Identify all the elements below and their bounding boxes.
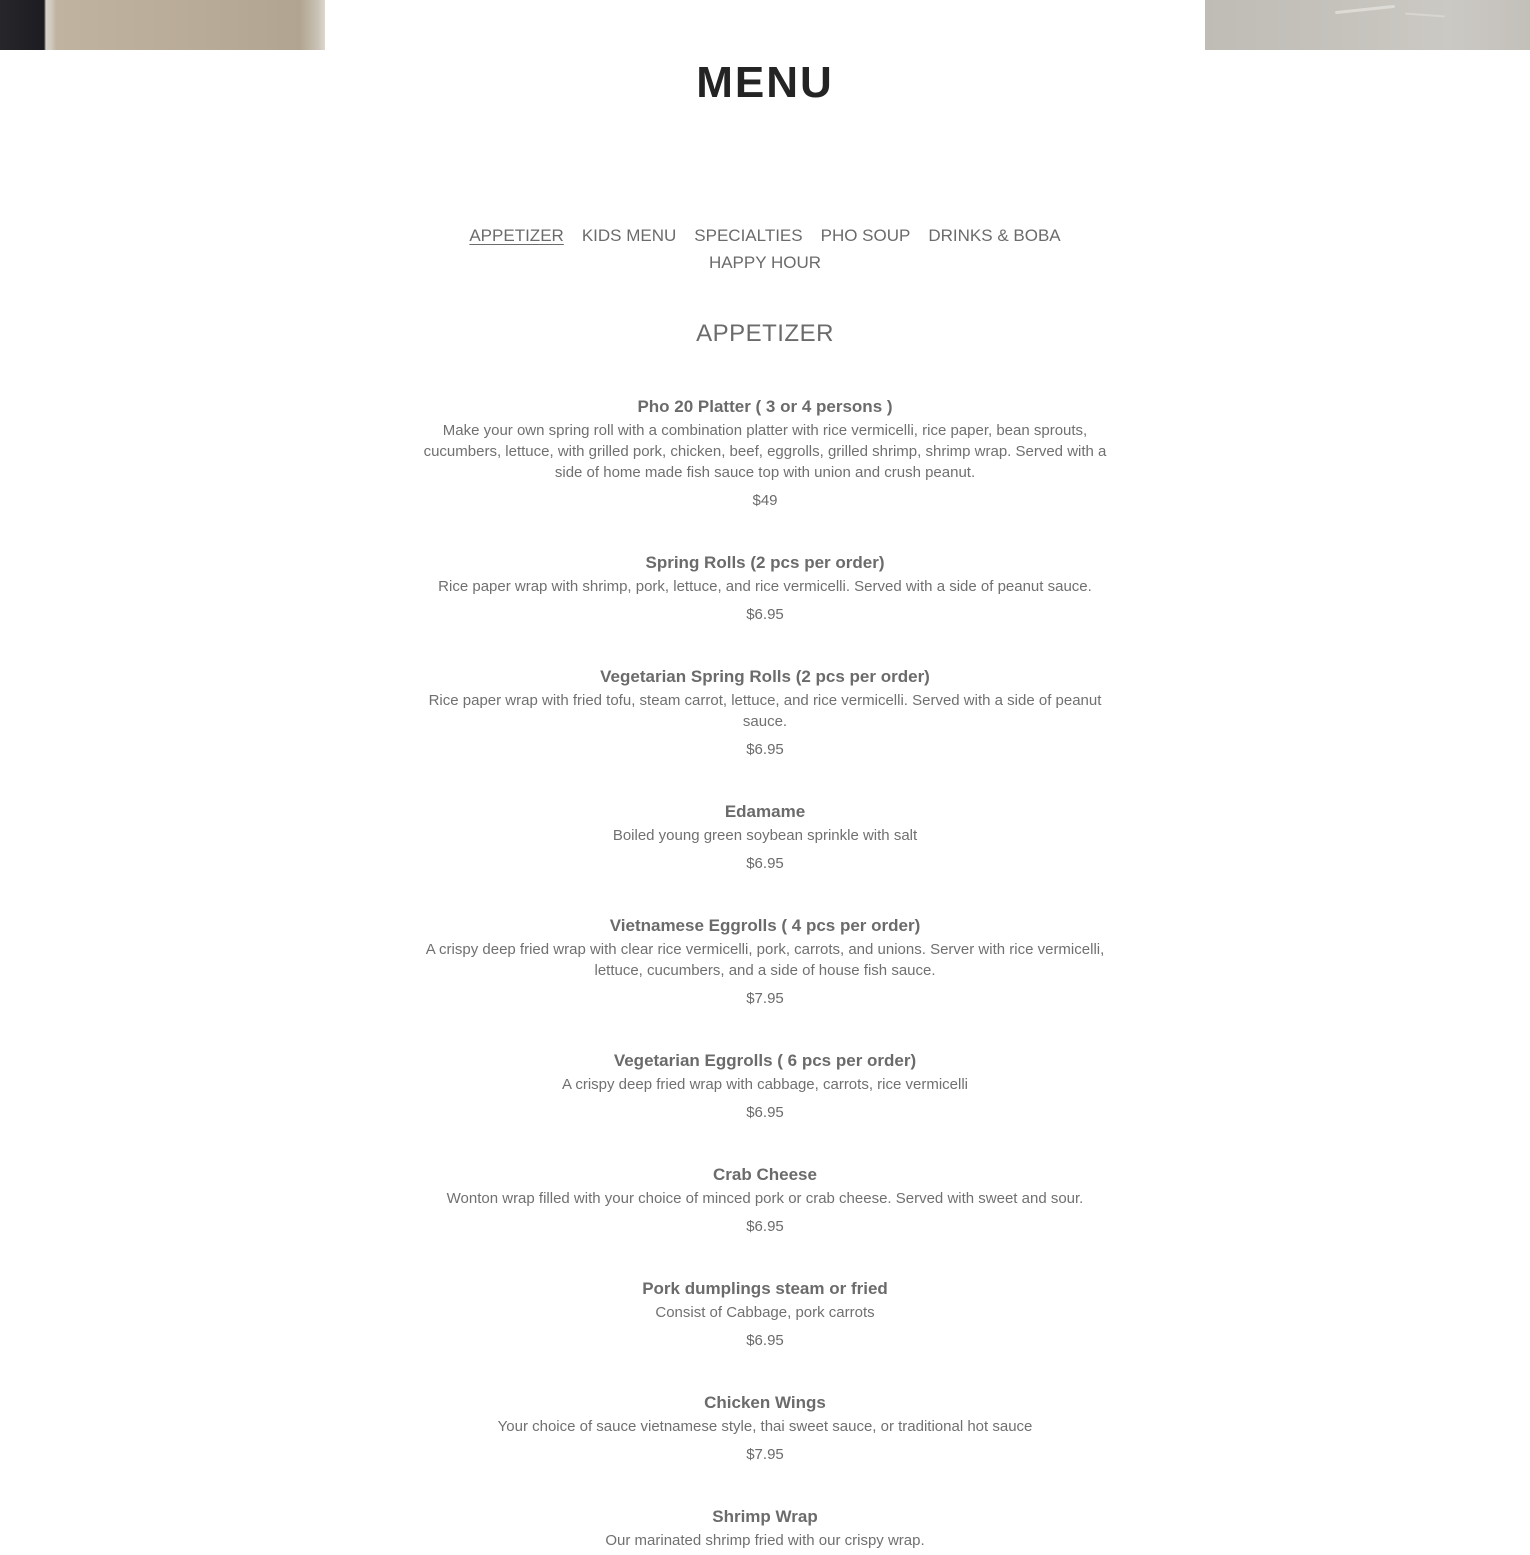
item-name: Pork dumplings steam or fried bbox=[642, 1279, 888, 1298]
item-name: Vietnamese Eggrolls ( 4 pcs per order) bbox=[609, 916, 921, 935]
menu-item bbox=[415, 1048, 1115, 1123]
header-photo-right bbox=[1205, 0, 1530, 50]
item-name: Crab Cheese bbox=[713, 1165, 817, 1184]
menu-item bbox=[415, 664, 1115, 760]
item-price: $6.95 bbox=[746, 1332, 784, 1349]
item-price: $6.95 bbox=[746, 855, 784, 872]
item-description: Our marinated shrimp fried with our crispy wrap. bbox=[605, 1532, 925, 1549]
item-description: Consist of Cabbage, pork carrots bbox=[655, 1304, 875, 1321]
tab-specialties[interactable]: SPECIALTIES bbox=[694, 226, 803, 245]
item-price: $7.95 bbox=[746, 990, 784, 1007]
tab-kids-menu[interactable]: KIDS MENU bbox=[581, 226, 677, 245]
section-title: APPETIZER bbox=[696, 320, 834, 347]
item-description: Rice paper wrap with fried tofu, steam carrot, lettuce, and rice vermicelli. Served with a side of peanut sauce. bbox=[428, 692, 1102, 730]
menu-item bbox=[415, 394, 1115, 511]
tab-happy-hour[interactable]: HAPPY HOUR bbox=[708, 253, 822, 272]
menu-item bbox=[415, 1504, 1115, 1551]
photo-texture bbox=[1405, 13, 1445, 18]
item-name: Edamame bbox=[724, 802, 806, 821]
item-price: $6.95 bbox=[746, 1218, 784, 1235]
item-description: Boiled young green soybean sprinkle with salt bbox=[612, 827, 918, 844]
menu-item bbox=[415, 550, 1115, 625]
menu-item bbox=[415, 1276, 1115, 1351]
item-description: Rice paper wrap with shrimp, pork, lettuce, and rice vermicelli. Served with a side of peanut sauce. bbox=[438, 578, 1092, 595]
tab-drinks-boba[interactable]: DRINKS & BOBA bbox=[928, 226, 1061, 245]
tab-appetizer[interactable]: APPETIZER bbox=[469, 226, 564, 245]
menu-item bbox=[415, 1162, 1115, 1237]
photo-texture bbox=[1335, 5, 1395, 14]
item-price: $6.95 bbox=[746, 741, 784, 758]
menu-item bbox=[415, 1390, 1115, 1465]
item-name: Vegetarian Spring Rolls (2 pcs per order) bbox=[600, 667, 930, 686]
item-price: $49 bbox=[752, 492, 778, 509]
item-price: $7.95 bbox=[746, 1446, 784, 1463]
menu-item bbox=[415, 799, 1115, 874]
item-description: Your choice of sauce vietnamese style, thai sweet sauce, or traditional hot sauce bbox=[497, 1418, 1033, 1435]
header-photo-left bbox=[0, 0, 325, 50]
item-name: Vegetarian Eggrolls ( 6 pcs per order) bbox=[613, 1051, 917, 1070]
item-price: $6.95 bbox=[746, 606, 784, 623]
page-title: MENU bbox=[696, 58, 834, 107]
menu-category-tabs bbox=[440, 222, 1090, 276]
item-name: Chicken Wings bbox=[704, 1393, 826, 1412]
item-name: Shrimp Wrap bbox=[712, 1507, 818, 1526]
item-name: Spring Rolls (2 pcs per order) bbox=[645, 553, 885, 572]
tab-pho-soup[interactable]: PHO SOUP bbox=[820, 226, 911, 245]
item-name: Pho 20 Platter ( 3 or 4 persons ) bbox=[637, 397, 893, 416]
item-description: A crispy deep fried wrap with cabbage, carrots, rice vermicelli bbox=[562, 1076, 968, 1093]
item-description: Wonton wrap filled with your choice of minced pork or crab cheese. Served with sweet and sour. bbox=[446, 1190, 1084, 1207]
item-price: $6.95 bbox=[746, 1104, 784, 1121]
item-description: A crispy deep fried wrap with clear rice vermicelli, pork, carrots, and unions. Server with rice vermicelli, lettuce, cucumbers, and a side of house fish sauce. bbox=[425, 941, 1105, 979]
menu-item bbox=[415, 913, 1115, 1009]
item-description: Make your own spring roll with a combination platter with rice vermicelli, rice paper, bean sprouts, cucumbers, lettuce, with grilled pork, chicken, beef, eggrolls, grilled shrimp, shrimp wrap. Served with a side of home made fish sauce top with union and crush peanut. bbox=[423, 422, 1107, 481]
